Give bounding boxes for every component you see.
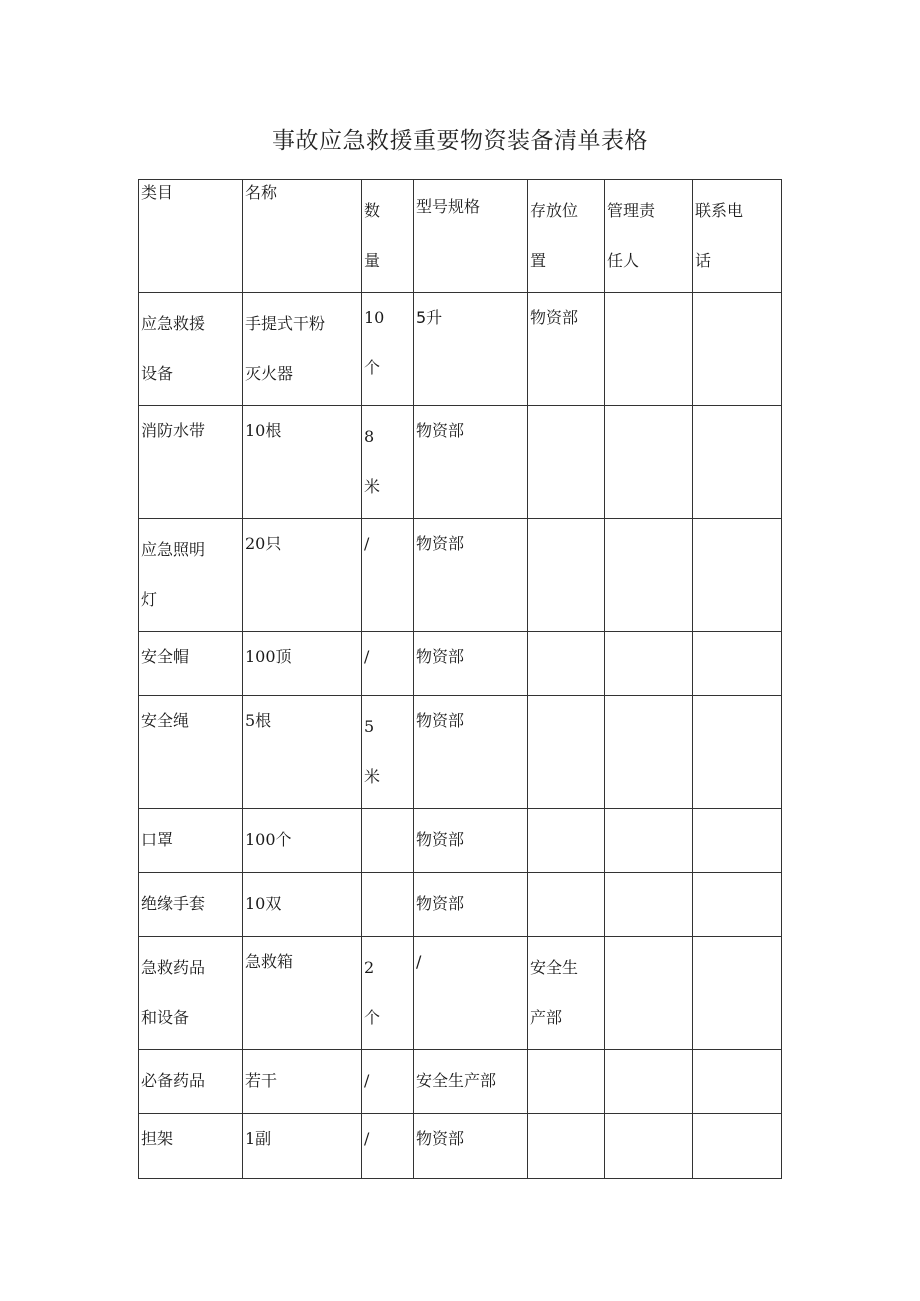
header-phone: 联系电 话 bbox=[693, 180, 782, 293]
cell-quantity: 8 米 bbox=[362, 406, 414, 519]
cell-category: 口罩 bbox=[139, 809, 243, 873]
cell-phone bbox=[693, 632, 782, 696]
header-model: 型号规格 bbox=[414, 180, 528, 293]
table-row bbox=[139, 1050, 782, 1114]
cell-phone bbox=[693, 1050, 782, 1114]
cell-name: 100顶 bbox=[243, 632, 362, 696]
cell-model: 物资部 bbox=[414, 1114, 528, 1179]
cell-manager bbox=[605, 519, 693, 632]
cell-location bbox=[528, 873, 605, 937]
cell-name: 5根 bbox=[243, 696, 362, 809]
table-row bbox=[139, 632, 782, 696]
header-location: 存放位 置 bbox=[528, 180, 605, 293]
cell-location: 安全生 产部 bbox=[528, 937, 605, 1050]
table-row bbox=[139, 873, 782, 937]
cell-quantity bbox=[362, 873, 414, 937]
cell-quantity: 10 个 bbox=[362, 293, 414, 406]
table-row bbox=[139, 519, 782, 632]
cell-phone bbox=[693, 1114, 782, 1179]
cell-phone bbox=[693, 873, 782, 937]
cell-category: 安全帽 bbox=[139, 632, 243, 696]
cell-name: 10根 bbox=[243, 406, 362, 519]
cell-model: 物资部 bbox=[414, 809, 528, 873]
cell-name: 10双 bbox=[243, 873, 362, 937]
header-quantity: 数 量 bbox=[362, 180, 414, 293]
cell-phone bbox=[693, 293, 782, 406]
table-row bbox=[139, 1114, 782, 1179]
cell-category: 应急照明 灯 bbox=[139, 519, 243, 632]
cell-manager bbox=[605, 937, 693, 1050]
cell-location bbox=[528, 696, 605, 809]
cell-category: 必备药品 bbox=[139, 1050, 243, 1114]
table-row bbox=[139, 293, 782, 406]
cell-name: 手提式干粉 灭火器 bbox=[243, 293, 362, 406]
table-row bbox=[139, 809, 782, 873]
cell-manager bbox=[605, 293, 693, 406]
cell-quantity bbox=[362, 809, 414, 873]
cell-model: 物资部 bbox=[414, 632, 528, 696]
cell-phone bbox=[693, 406, 782, 519]
cell-location bbox=[528, 519, 605, 632]
cell-category: 安全绳 bbox=[139, 696, 243, 809]
cell-location bbox=[528, 632, 605, 696]
header-name: 名称 bbox=[243, 180, 362, 293]
cell-phone bbox=[693, 809, 782, 873]
cell-phone bbox=[693, 696, 782, 809]
header-category: 类目 bbox=[139, 180, 243, 293]
cell-location bbox=[528, 1050, 605, 1114]
cell-manager bbox=[605, 1050, 693, 1114]
cell-category: 担架 bbox=[139, 1114, 243, 1179]
cell-category: 消防水带 bbox=[139, 406, 243, 519]
equipment-table bbox=[138, 179, 782, 1179]
cell-phone bbox=[693, 519, 782, 632]
table-row bbox=[139, 937, 782, 1050]
cell-location bbox=[528, 406, 605, 519]
cell-quantity: / bbox=[362, 632, 414, 696]
cell-name: 20只 bbox=[243, 519, 362, 632]
cell-location: 物资部 bbox=[528, 293, 605, 406]
cell-quantity: / bbox=[362, 519, 414, 632]
cell-model: 物资部 bbox=[414, 696, 528, 809]
cell-manager bbox=[605, 632, 693, 696]
cell-manager bbox=[605, 1114, 693, 1179]
cell-quantity: 2 个 bbox=[362, 937, 414, 1050]
cell-phone bbox=[693, 937, 782, 1050]
cell-manager bbox=[605, 809, 693, 873]
cell-manager bbox=[605, 406, 693, 519]
document-title: 事故应急救援重要物资装备清单表格 bbox=[272, 128, 648, 154]
cell-quantity: / bbox=[362, 1050, 414, 1114]
cell-manager bbox=[605, 696, 693, 809]
cell-location bbox=[528, 809, 605, 873]
table-header-row bbox=[139, 180, 782, 293]
table-row bbox=[139, 406, 782, 519]
cell-model: 物资部 bbox=[414, 519, 528, 632]
header-manager: 管理责 任人 bbox=[605, 180, 693, 293]
cell-category: 绝缘手套 bbox=[139, 873, 243, 937]
cell-manager bbox=[605, 873, 693, 937]
cell-name: 1副 bbox=[243, 1114, 362, 1179]
cell-category: 急救药品 和设备 bbox=[139, 937, 243, 1050]
cell-model: / bbox=[414, 937, 528, 1050]
cell-name: 100个 bbox=[243, 809, 362, 873]
cell-name: 急救箱 bbox=[243, 937, 362, 1050]
cell-name: 若干 bbox=[243, 1050, 362, 1114]
cell-category: 应急救援 设备 bbox=[139, 293, 243, 406]
cell-location bbox=[528, 1114, 605, 1179]
cell-quantity: / bbox=[362, 1114, 414, 1179]
cell-model: 5升 bbox=[414, 293, 528, 406]
cell-model: 物资部 bbox=[414, 406, 528, 519]
table-row bbox=[139, 696, 782, 809]
cell-model: 物资部 bbox=[414, 873, 528, 937]
cell-model: 安全生产部 bbox=[414, 1050, 528, 1114]
cell-quantity: 5 米 bbox=[362, 696, 414, 809]
